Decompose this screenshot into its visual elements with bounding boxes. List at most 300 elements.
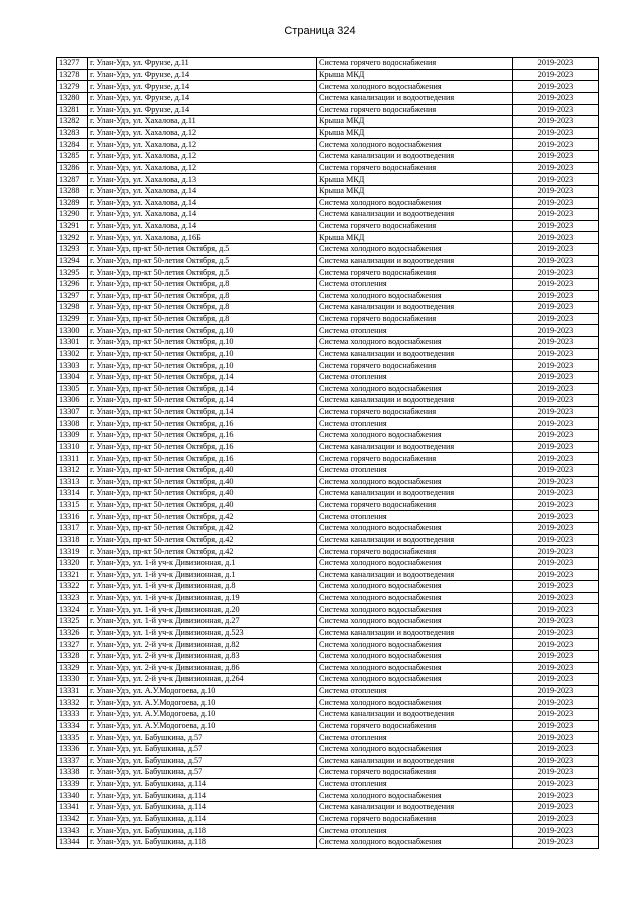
address-cell: г. Улан-Удэ, пр-кт 50-летия Октября, д.10 (88, 337, 317, 349)
work-type-cell: Система горячего водоснабжения (317, 767, 513, 779)
period-cell: 2019-2023 (513, 371, 599, 383)
table-row (57, 348, 599, 360)
work-type-cell: Система отопления (317, 778, 513, 790)
work-type-cell: Система отопления (317, 825, 513, 837)
work-type-cell: Система холодного водоснабжения (317, 836, 513, 848)
row-number-cell: 13320 (57, 557, 88, 569)
row-number-cell: 13283 (57, 127, 88, 139)
table-row (57, 592, 599, 604)
row-number-cell: 13284 (57, 139, 88, 151)
address-cell: г. Улан-Удэ, ул. Фрунзе, д.14 (88, 92, 317, 104)
work-type-cell: Крыша МКД (317, 116, 513, 128)
table-row (57, 81, 599, 93)
address-cell: г. Улан-Удэ, ул. Хахалова, д.14 (88, 220, 317, 232)
row-number-cell: 13342 (57, 813, 88, 825)
address-cell: г. Улан-Удэ, ул. А.У.Модогоева, д.10 (88, 709, 317, 721)
work-type-cell: Система холодного водоснабжения (317, 337, 513, 349)
row-number-cell: 13292 (57, 232, 88, 244)
row-number-cell: 13278 (57, 69, 88, 81)
address-cell: г. Улан-Удэ, ул. 1-й уч-к Дивизионная, д.8 (88, 581, 317, 593)
address-cell: г. Улан-Удэ, ул. Бабушкина, д.57 (88, 755, 317, 767)
table-row (57, 662, 599, 674)
table-row (57, 674, 599, 686)
row-number-cell: 13281 (57, 104, 88, 116)
row-number-cell: 13308 (57, 418, 88, 430)
row-number-cell: 13287 (57, 174, 88, 186)
row-number-cell: 13304 (57, 371, 88, 383)
address-cell: г. Улан-Удэ, пр-кт 50-летия Октября, д.5 (88, 244, 317, 256)
period-cell: 2019-2023 (513, 185, 599, 197)
address-cell: г. Улан-Удэ, ул. 2-й уч-к Дивизионная, д.86 (88, 662, 317, 674)
period-cell: 2019-2023 (513, 278, 599, 290)
row-number-cell: 13323 (57, 592, 88, 604)
table-row (57, 244, 599, 256)
work-type-cell: Крыша МКД (317, 232, 513, 244)
period-cell: 2019-2023 (513, 709, 599, 721)
address-cell: г. Улан-Удэ, ул. Бабушкина, д.114 (88, 802, 317, 814)
period-cell: 2019-2023 (513, 685, 599, 697)
row-number-cell: 13316 (57, 511, 88, 523)
work-type-cell: Система отопления (317, 371, 513, 383)
table-row (57, 778, 599, 790)
work-type-cell: Система горячего водоснабжения (317, 104, 513, 116)
row-number-cell: 13307 (57, 406, 88, 418)
work-type-cell: Система горячего водоснабжения (317, 453, 513, 465)
work-type-cell: Система холодного водоснабжения (317, 697, 513, 709)
address-cell: г. Улан-Удэ, ул. Хахалова, д.14 (88, 197, 317, 209)
work-type-cell: Крыша МКД (317, 69, 513, 81)
period-cell: 2019-2023 (513, 697, 599, 709)
table-row (57, 627, 599, 639)
period-cell: 2019-2023 (513, 534, 599, 546)
work-type-cell: Система холодного водоснабжения (317, 604, 513, 616)
work-type-cell: Система холодного водоснабжения (317, 139, 513, 151)
table-row (57, 174, 599, 186)
work-type-cell: Система холодного водоснабжения (317, 476, 513, 488)
work-type-cell: Система холодного водоснабжения (317, 244, 513, 256)
work-type-cell: Система холодного водоснабжения (317, 662, 513, 674)
period-cell: 2019-2023 (513, 337, 599, 349)
period-cell: 2019-2023 (513, 650, 599, 662)
table-row (57, 802, 599, 814)
row-number-cell: 13344 (57, 836, 88, 848)
period-cell: 2019-2023 (513, 778, 599, 790)
row-number-cell: 13305 (57, 383, 88, 395)
table-row (57, 302, 599, 314)
work-type-cell: Система канализации и водоотведения (317, 569, 513, 581)
period-cell: 2019-2023 (513, 499, 599, 511)
work-type-cell: Система холодного водоснабжения (317, 81, 513, 93)
address-cell: г. Улан-Удэ, ул. Фрунзе, д.14 (88, 81, 317, 93)
row-number-cell: 13341 (57, 802, 88, 814)
period-cell: 2019-2023 (513, 743, 599, 755)
address-cell: г. Улан-Удэ, пр-кт 50-летия Октября, д.14 (88, 371, 317, 383)
row-number-cell: 13317 (57, 523, 88, 535)
address-cell: г. Улан-Удэ, пр-кт 50-летия Октября, д.42 (88, 511, 317, 523)
work-type-cell: Система холодного водоснабжения (317, 581, 513, 593)
period-cell: 2019-2023 (513, 92, 599, 104)
address-cell: г. Улан-Удэ, ул. Хахалова, д.12 (88, 162, 317, 174)
row-number-cell: 13333 (57, 709, 88, 721)
row-number-cell: 13285 (57, 151, 88, 163)
table-row (57, 209, 599, 221)
work-type-cell: Система канализации и водоотведения (317, 802, 513, 814)
period-cell: 2019-2023 (513, 209, 599, 221)
period-cell: 2019-2023 (513, 418, 599, 430)
row-number-cell: 13303 (57, 360, 88, 372)
period-cell: 2019-2023 (513, 69, 599, 81)
period-cell: 2019-2023 (513, 139, 599, 151)
table-row (57, 546, 599, 558)
period-cell: 2019-2023 (513, 453, 599, 465)
period-cell: 2019-2023 (513, 825, 599, 837)
row-number-cell: 13315 (57, 499, 88, 511)
table-row (57, 604, 599, 616)
period-cell: 2019-2023 (513, 592, 599, 604)
table-row (57, 557, 599, 569)
row-number-cell: 13297 (57, 290, 88, 302)
period-cell: 2019-2023 (513, 244, 599, 256)
work-type-cell: Крыша МКД (317, 174, 513, 186)
address-cell: г. Улан-Удэ, пр-кт 50-летия Октября, д.5 (88, 267, 317, 279)
work-type-cell: Система горячего водоснабжения (317, 406, 513, 418)
work-type-cell: Система горячего водоснабжения (317, 360, 513, 372)
table-row (57, 836, 599, 848)
period-cell: 2019-2023 (513, 523, 599, 535)
address-cell: г. Улан-Удэ, ул. А.У.Модогоева, д.10 (88, 697, 317, 709)
period-cell: 2019-2023 (513, 476, 599, 488)
period-cell: 2019-2023 (513, 360, 599, 372)
work-type-cell: Система отопления (317, 511, 513, 523)
table-row (57, 92, 599, 104)
address-cell: г. Улан-Удэ, ул. Хахалова, д.11 (88, 116, 317, 128)
period-cell: 2019-2023 (513, 616, 599, 628)
address-cell: г. Улан-Удэ, пр-кт 50-летия Октября, д.42 (88, 546, 317, 558)
table-row (57, 197, 599, 209)
address-cell: г. Улан-Удэ, ул. Бабушкина, д.114 (88, 790, 317, 802)
table-row (57, 499, 599, 511)
row-number-cell: 13277 (57, 58, 88, 70)
period-cell: 2019-2023 (513, 720, 599, 732)
row-number-cell: 13289 (57, 197, 88, 209)
work-type-cell: Система холодного водоснабжения (317, 592, 513, 604)
work-type-cell: Система горячего водоснабжения (317, 267, 513, 279)
address-cell: г. Улан-Удэ, ул. Бабушкина, д.114 (88, 813, 317, 825)
period-cell: 2019-2023 (513, 127, 599, 139)
table-row (57, 290, 599, 302)
table-row (57, 453, 599, 465)
period-cell: 2019-2023 (513, 732, 599, 744)
address-cell: г. Улан-Удэ, пр-кт 50-летия Октября, д.16 (88, 418, 317, 430)
row-number-cell: 13306 (57, 395, 88, 407)
period-cell: 2019-2023 (513, 81, 599, 93)
work-type-cell: Система холодного водоснабжения (317, 616, 513, 628)
period-cell: 2019-2023 (513, 197, 599, 209)
address-cell: г. Улан-Удэ, пр-кт 50-летия Октября, д.40 (88, 464, 317, 476)
period-cell: 2019-2023 (513, 232, 599, 244)
address-cell: г. Улан-Удэ, пр-кт 50-летия Октября, д.14 (88, 383, 317, 395)
work-type-cell: Система холодного водоснабжения (317, 197, 513, 209)
table-row (57, 406, 599, 418)
row-number-cell: 13336 (57, 743, 88, 755)
table-row (57, 534, 599, 546)
table-row (57, 58, 599, 70)
table-row (57, 488, 599, 500)
address-cell: г. Улан-Удэ, пр-кт 50-летия Октября, д.42 (88, 534, 317, 546)
period-cell: 2019-2023 (513, 151, 599, 163)
address-cell: г. Улан-Удэ, пр-кт 50-летия Октября, д.8 (88, 278, 317, 290)
period-cell: 2019-2023 (513, 790, 599, 802)
row-number-cell: 13337 (57, 755, 88, 767)
table-row (57, 383, 599, 395)
address-cell: г. Улан-Удэ, пр-кт 50-летия Октября, д.42 (88, 523, 317, 535)
work-type-cell: Система отопления (317, 732, 513, 744)
table-row (57, 255, 599, 267)
table-row (57, 813, 599, 825)
row-number-cell: 13339 (57, 778, 88, 790)
row-number-cell: 13343 (57, 825, 88, 837)
period-cell: 2019-2023 (513, 313, 599, 325)
period-cell: 2019-2023 (513, 290, 599, 302)
row-number-cell: 13294 (57, 255, 88, 267)
registry-table-body (57, 58, 599, 849)
address-cell: г. Улан-Удэ, ул. 1-й уч-к Дивизионная, д.19 (88, 592, 317, 604)
row-number-cell: 13327 (57, 639, 88, 651)
period-cell: 2019-2023 (513, 325, 599, 337)
table-row (57, 418, 599, 430)
row-number-cell: 13282 (57, 116, 88, 128)
address-cell: г. Улан-Удэ, пр-кт 50-летия Октября, д.14 (88, 395, 317, 407)
address-cell: г. Улан-Удэ, ул. А.У.Модогоева, д.10 (88, 685, 317, 697)
work-type-cell: Система горячего водоснабжения (317, 58, 513, 70)
table-row (57, 278, 599, 290)
address-cell: г. Улан-Удэ, ул. Бабушкина, д.57 (88, 743, 317, 755)
address-cell: г. Улан-Удэ, пр-кт 50-летия Октября, д.40 (88, 499, 317, 511)
table-row (57, 790, 599, 802)
period-cell: 2019-2023 (513, 511, 599, 523)
work-type-cell: Система холодного водоснабжения (317, 430, 513, 442)
work-type-cell: Система отопления (317, 464, 513, 476)
work-type-cell: Система холодного водоснабжения (317, 790, 513, 802)
address-cell: г. Улан-Удэ, ул. А.У.Модогоева, д.10 (88, 720, 317, 732)
period-cell: 2019-2023 (513, 557, 599, 569)
address-cell: г. Улан-Удэ, ул. Хахалова, д.14 (88, 209, 317, 221)
row-number-cell: 13330 (57, 674, 88, 686)
work-type-cell: Система холодного водоснабжения (317, 743, 513, 755)
work-type-cell: Система холодного водоснабжения (317, 557, 513, 569)
work-type-cell: Система канализации и водоотведения (317, 92, 513, 104)
work-type-cell: Система холодного водоснабжения (317, 523, 513, 535)
work-type-cell: Система канализации и водоотведения (317, 151, 513, 163)
table-row (57, 616, 599, 628)
period-cell: 2019-2023 (513, 604, 599, 616)
row-number-cell: 13309 (57, 430, 88, 442)
row-number-cell: 13334 (57, 720, 88, 732)
table-row (57, 116, 599, 128)
table-row (57, 720, 599, 732)
work-type-cell: Система отопления (317, 325, 513, 337)
work-type-cell: Система горячего водоснабжения (317, 220, 513, 232)
period-cell: 2019-2023 (513, 546, 599, 558)
work-type-cell: Система канализации и водоотведения (317, 488, 513, 500)
row-number-cell: 13280 (57, 92, 88, 104)
address-cell: г. Улан-Удэ, пр-кт 50-летия Октября, д.10 (88, 360, 317, 372)
table-row (57, 69, 599, 81)
address-cell: г. Улан-Удэ, ул. Хахалова, д.12 (88, 139, 317, 151)
table-row (57, 360, 599, 372)
row-number-cell: 13340 (57, 790, 88, 802)
row-number-cell: 13313 (57, 476, 88, 488)
period-cell: 2019-2023 (513, 104, 599, 116)
work-type-cell: Крыша МКД (317, 185, 513, 197)
work-type-cell: Система холодного водоснабжения (317, 290, 513, 302)
period-cell: 2019-2023 (513, 581, 599, 593)
table-row (57, 639, 599, 651)
work-type-cell: Система канализации и водоотведения (317, 209, 513, 221)
period-cell: 2019-2023 (513, 302, 599, 314)
row-number-cell: 13295 (57, 267, 88, 279)
address-cell: г. Улан-Удэ, ул. Хахалова, д.16Б (88, 232, 317, 244)
address-cell: г. Улан-Удэ, пр-кт 50-летия Октября, д.8 (88, 290, 317, 302)
address-cell: г. Улан-Удэ, ул. Фрунзе, д.11 (88, 58, 317, 70)
table-row (57, 104, 599, 116)
period-cell: 2019-2023 (513, 662, 599, 674)
address-cell: г. Улан-Удэ, ул. Бабушкина, д.57 (88, 732, 317, 744)
row-number-cell: 13311 (57, 453, 88, 465)
period-cell: 2019-2023 (513, 383, 599, 395)
period-cell: 2019-2023 (513, 267, 599, 279)
work-type-cell: Система отопления (317, 418, 513, 430)
work-type-cell: Система горячего водоснабжения (317, 813, 513, 825)
table-row (57, 337, 599, 349)
row-number-cell: 13332 (57, 697, 88, 709)
address-cell: г. Улан-Удэ, ул. 2-й уч-к Дивизионная, д.264 (88, 674, 317, 686)
address-cell: г. Улан-Удэ, пр-кт 50-летия Октября, д.40 (88, 488, 317, 500)
address-cell: г. Улан-Удэ, ул. 1-й уч-к Дивизионная, д.1 (88, 569, 317, 581)
period-cell: 2019-2023 (513, 395, 599, 407)
work-type-cell: Система канализации и водоотведения (317, 627, 513, 639)
address-cell: г. Улан-Удэ, ул. 1-й уч-к Дивизионная, д.20 (88, 604, 317, 616)
period-cell: 2019-2023 (513, 220, 599, 232)
table-row (57, 371, 599, 383)
row-number-cell: 13312 (57, 464, 88, 476)
table-row (57, 232, 599, 244)
table-row (57, 650, 599, 662)
table-row (57, 581, 599, 593)
work-type-cell: Система отопления (317, 278, 513, 290)
table-row (57, 464, 599, 476)
period-cell: 2019-2023 (513, 464, 599, 476)
row-number-cell: 13286 (57, 162, 88, 174)
table-row (57, 523, 599, 535)
row-number-cell: 13321 (57, 569, 88, 581)
row-number-cell: 13288 (57, 185, 88, 197)
period-cell: 2019-2023 (513, 58, 599, 70)
address-cell: г. Улан-Удэ, ул. Фрунзе, д.14 (88, 104, 317, 116)
table-row (57, 825, 599, 837)
period-cell: 2019-2023 (513, 406, 599, 418)
row-number-cell: 13335 (57, 732, 88, 744)
row-number-cell: 13314 (57, 488, 88, 500)
row-number-cell: 13291 (57, 220, 88, 232)
work-type-cell: Система канализации и водоотведения (317, 755, 513, 767)
period-cell: 2019-2023 (513, 813, 599, 825)
table-row (57, 162, 599, 174)
address-cell: г. Улан-Удэ, ул. Бабушкина, д.114 (88, 778, 317, 790)
work-type-cell: Система холодного водоснабжения (317, 639, 513, 651)
work-type-cell: Система холодного водоснабжения (317, 650, 513, 662)
period-cell: 2019-2023 (513, 627, 599, 639)
address-cell: г. Улан-Удэ, ул. Бабушкина, д.118 (88, 825, 317, 837)
period-cell: 2019-2023 (513, 255, 599, 267)
table-row (57, 267, 599, 279)
address-cell: г. Улан-Удэ, ул. Бабушкина, д.118 (88, 836, 317, 848)
period-cell: 2019-2023 (513, 162, 599, 174)
work-type-cell: Система горячего водоснабжения (317, 162, 513, 174)
period-cell: 2019-2023 (513, 767, 599, 779)
table-row (57, 569, 599, 581)
period-cell: 2019-2023 (513, 348, 599, 360)
row-number-cell: 13329 (57, 662, 88, 674)
address-cell: г. Улан-Удэ, ул. 1-й уч-к Дивизионная, д.27 (88, 616, 317, 628)
address-cell: г. Улан-Удэ, пр-кт 50-летия Октября, д.40 (88, 476, 317, 488)
row-number-cell: 13324 (57, 604, 88, 616)
table-row (57, 127, 599, 139)
row-number-cell: 13331 (57, 685, 88, 697)
row-number-cell: 13296 (57, 278, 88, 290)
address-cell: г. Улан-Удэ, пр-кт 50-летия Октября, д.8 (88, 313, 317, 325)
table-row (57, 685, 599, 697)
table-row (57, 430, 599, 442)
row-number-cell: 13293 (57, 244, 88, 256)
table-row (57, 441, 599, 453)
period-cell: 2019-2023 (513, 674, 599, 686)
table-row (57, 709, 599, 721)
period-cell: 2019-2023 (513, 174, 599, 186)
address-cell: г. Улан-Удэ, ул. Хахалова, д.13 (88, 174, 317, 186)
table-row (57, 743, 599, 755)
period-cell: 2019-2023 (513, 116, 599, 128)
table-row (57, 151, 599, 163)
address-cell: г. Улан-Удэ, ул. Бабушкина, д.57 (88, 767, 317, 779)
work-type-cell: Система канализации и водоотведения (317, 534, 513, 546)
address-cell: г. Улан-Удэ, пр-кт 50-летия Октября, д.8 (88, 302, 317, 314)
table-row (57, 313, 599, 325)
address-cell: г. Улан-Удэ, пр-кт 50-летия Октября, д.10 (88, 348, 317, 360)
row-number-cell: 13299 (57, 313, 88, 325)
period-cell: 2019-2023 (513, 441, 599, 453)
row-number-cell: 13319 (57, 546, 88, 558)
row-number-cell: 13298 (57, 302, 88, 314)
table-row (57, 220, 599, 232)
period-cell: 2019-2023 (513, 755, 599, 767)
work-type-cell: Система канализации и водоотведения (317, 395, 513, 407)
table-row (57, 767, 599, 779)
table-row (57, 395, 599, 407)
period-cell: 2019-2023 (513, 836, 599, 848)
address-cell: г. Улан-Удэ, ул. 1-й уч-к Дивизионная, д.523 (88, 627, 317, 639)
address-cell: г. Улан-Удэ, ул. Хахалова, д.12 (88, 151, 317, 163)
address-cell: г. Улан-Удэ, ул. Фрунзе, д.14 (88, 69, 317, 81)
period-cell: 2019-2023 (513, 802, 599, 814)
table-row (57, 755, 599, 767)
period-cell: 2019-2023 (513, 639, 599, 651)
row-number-cell: 13301 (57, 337, 88, 349)
work-type-cell: Система холодного водоснабжения (317, 674, 513, 686)
address-cell: г. Улан-Удэ, пр-кт 50-летия Октября, д.16 (88, 453, 317, 465)
table-row (57, 325, 599, 337)
address-cell: г. Улан-Удэ, ул. 1-й уч-к Дивизионная, д.1 (88, 557, 317, 569)
